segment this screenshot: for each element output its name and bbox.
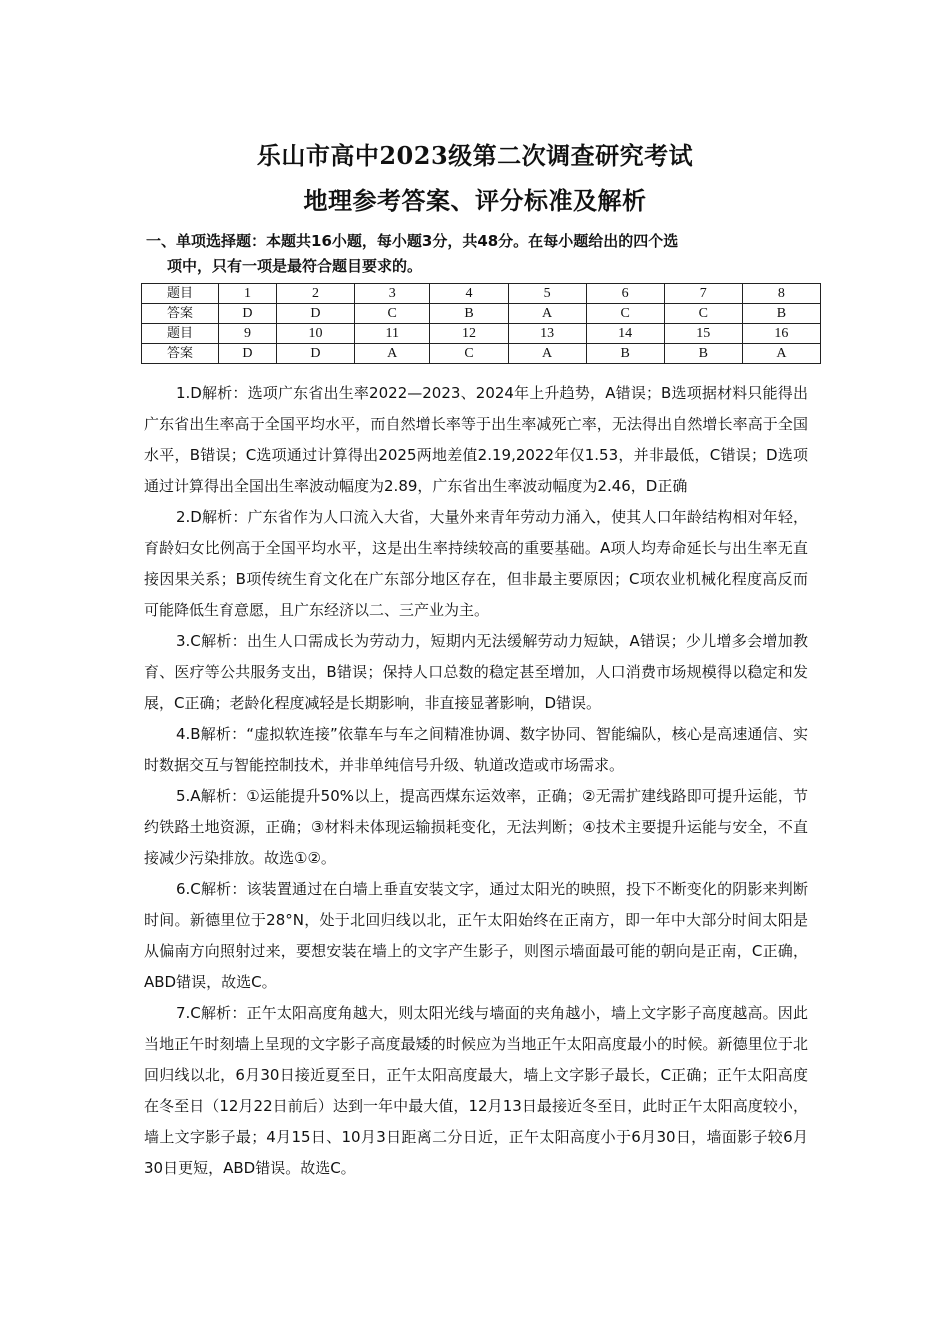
- answer-cell: C: [664, 304, 742, 324]
- question-cell: 11: [355, 324, 430, 344]
- answer-cell: C: [430, 344, 508, 364]
- answer-cell: B: [664, 344, 742, 364]
- document-subtitle: 地理参考答案、评分标准及解析: [303, 186, 647, 215]
- question-cell: 1: [219, 284, 277, 304]
- explanation-paragraph: 7.C解析：正午太阳高度角越大，则太阳光线与墙面的夹角越小，墙上文字影子高度越高。因此当地正午时刻墙上呈现的文字影子高度最矮的时候应为当地正午太阳高度最小的时候。新德里位于北回归线以北，6月30日接近夏至日，正午太阳高度最大，墙上文字影子最长，C正确；正午太阳高度在冬至日（12月22日前后）达到一年中最大值，12月13日最接近冬至日，此时正午太阳高度较小，墙上文字影子最；4月15日、10月3日距离二分日近，正午太阳高度小于6月30日，墙面影子较6月30日更短，ABD错误。故选C。: [144, 1004, 808, 1177]
- section-heading-line2: 项中，只有一项是最符合题目要求的。: [167, 257, 423, 275]
- explanation-paragraph: 3.C解析：出生人口需成长为劳动力，短期内无法缓解劳动力短缺，A错误；少儿增多会增加教育、医疗等公共服务支出，B错误；保持人口总数的稳定甚至增加，人口消费市场规模得以稳定和发展，C正确；老龄化程度减轻是长期影响，非直接显著影响，D错误。: [144, 632, 808, 712]
- answer-cell: A: [508, 344, 586, 364]
- question-cell: 9: [219, 324, 277, 344]
- answer-cell: B: [430, 304, 508, 324]
- answer-cell: C: [586, 304, 664, 324]
- answer-row-2: [142, 344, 821, 364]
- answer-cell: A: [355, 344, 430, 364]
- row-header-question: 题目: [142, 324, 219, 344]
- question-row-2: [142, 324, 821, 344]
- question-cell: 6: [586, 284, 664, 304]
- question-cell: 10: [276, 324, 354, 344]
- question-cell: 13: [508, 324, 586, 344]
- row-header-answer: 答案: [142, 344, 219, 364]
- row-header-answer: 答案: [142, 304, 219, 324]
- explanation-body: [144, 378, 808, 1184]
- row-header-question: 题目: [142, 284, 219, 304]
- explanation-paragraph: 4.B解析：“虚拟软连接”依靠车与车之间精准协调、数字协同、智能编队，核心是高速通信、实时数据交互与智能控制技术，并非单纯信号升级、轨道改造或市场需求。: [144, 725, 808, 774]
- answer-cell: D: [276, 344, 354, 364]
- question-cell: 8: [742, 284, 820, 304]
- question-cell: 2: [276, 284, 354, 304]
- explanation-paragraph: 1.D解析：选项广东省出生率2022—2023、2024年上升趋势，A错误；B选项据材料只能得出广东省出生率高于全国平均水平，而自然增长率等于出生率减死亡率，无法得出自然增长率高于全国水平，B错误；C选项通过计算得出2025两地差值2.19,2022年仅1.53，并非最低，C错误；D选项通过计算得出全国出生率波动幅度为2.89，广东省出生率波动幅度为2.46，D正确: [144, 384, 808, 495]
- answer-table: [141, 283, 821, 364]
- question-cell: 7: [664, 284, 742, 304]
- answer-cell: D: [219, 344, 277, 364]
- answer-cell: A: [742, 344, 820, 364]
- answer-cell: D: [276, 304, 354, 324]
- section-heading-line1: 一、单项选择题：本题共16小题，每小题3分，共48分。在每小题给出的四个选: [146, 232, 679, 250]
- explanation-paragraph: 2.D解析：广东省作为人口流入大省，大量外来青年劳动力涌入，使其人口年龄结构相对年轻，育龄妇女比例高于全国平均水平，这是出生率持续较高的重要基础。A项人均寿命延长与出生率无直接因果关系；B项传统生育文化在广东部分地区存在，但非最主要原因；C项农业机械化程度高反而可能降低生育意愿，且广东经济以二、三产业为主。: [144, 508, 808, 619]
- question-cell: 14: [586, 324, 664, 344]
- answer-cell: D: [219, 304, 277, 324]
- question-row-1: [142, 284, 821, 304]
- question-cell: 3: [355, 284, 430, 304]
- question-cell: 15: [664, 324, 742, 344]
- question-cell: 12: [430, 324, 508, 344]
- answer-row-1: [142, 304, 821, 324]
- question-cell: 5: [508, 284, 586, 304]
- document-title: 乐山市高中2023级第二次调查研究考试: [256, 141, 694, 170]
- explanation-paragraph: 5.A解析：①运能提升50%以上，提高西煤东运效率，正确；②无需扩建线路即可提升运能，节约铁路土地资源，正确；③材料未体现运输损耗变化，无法判断；④技术主要提升运能与安全，不直接减少污染排放。故选①②。: [144, 787, 808, 867]
- question-cell: 16: [742, 324, 820, 344]
- answer-cell: B: [742, 304, 820, 324]
- explanation-paragraph: 6.C解析：该装置通过在白墙上垂直安装文字，通过太阳光的映照，投下不断变化的阴影来判断时间。新德里位于28°N，处于北回归线以北，正午太阳始终在正南方，即一年中大部分时间太阳是从偏南方向照射过来，要想安装在墙上的文字产生影子，则图示墙面最可能的朝向是正南，C正确，ABD错误，故选C。: [144, 880, 808, 991]
- question-cell: 4: [430, 284, 508, 304]
- answer-cell: A: [508, 304, 586, 324]
- answer-cell: C: [355, 304, 430, 324]
- section-heading: [146, 229, 826, 279]
- answer-cell: B: [586, 344, 664, 364]
